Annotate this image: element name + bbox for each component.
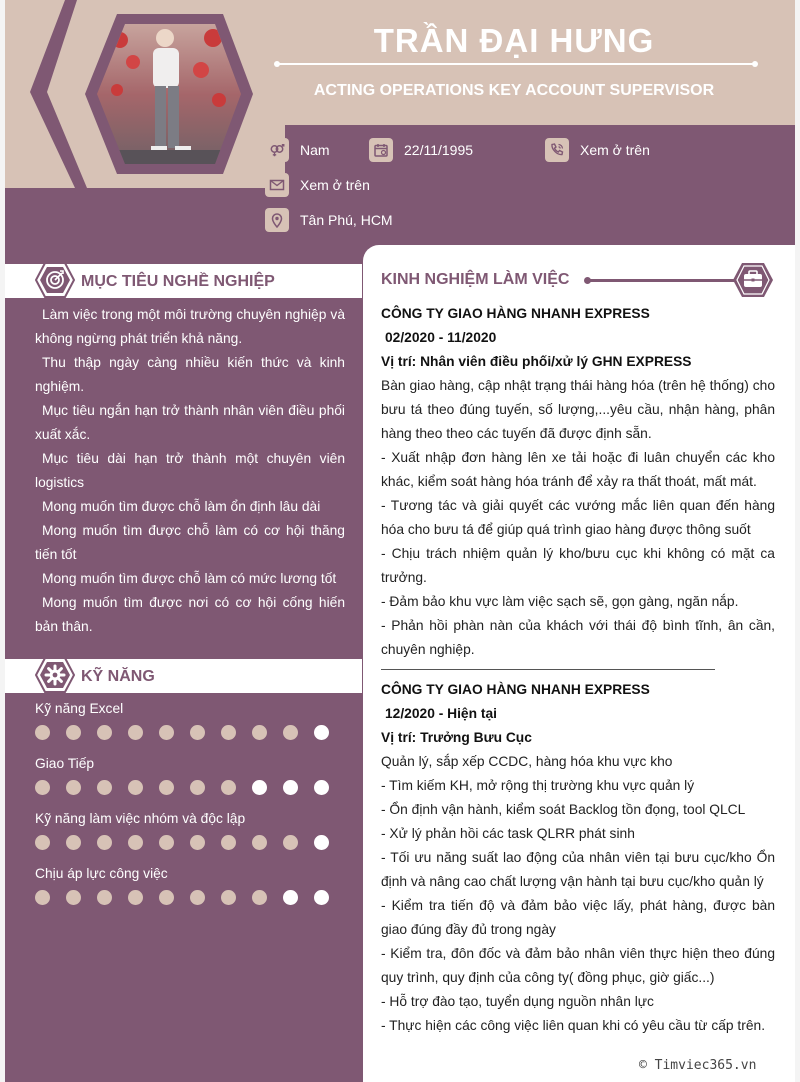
rating-dot-filled — [128, 835, 143, 850]
contact-gender — [265, 138, 330, 162]
rating-dot-empty — [314, 890, 329, 905]
job-duty: Quản lý, sắp xếp CCDC, hàng hóa khu vực kho — [381, 754, 673, 769]
rating-dot-filled — [221, 890, 236, 905]
avatar — [5, 0, 275, 200]
job-period: 12/2020 - Hiện tại — [385, 706, 497, 721]
cv-page — [5, 0, 795, 1082]
rating-dot-empty — [283, 780, 298, 795]
skill-item — [35, 756, 345, 795]
mail-icon — [265, 173, 289, 197]
objective-header — [5, 264, 362, 298]
email-value: Xem ở trên — [300, 177, 370, 193]
rating-dot-filled — [97, 890, 112, 905]
job-duty: Bàn giao hàng, cập nhật trạng thái hàng hóa (trên hệ thống) cho bưu tá theo đúng tuyến, số lượng,...yêu cầu, nhận hàng, phân hàng theo theo các tuyến đã được định sẵn. — [381, 378, 775, 441]
rating-dot-filled — [283, 725, 298, 740]
experience-entry — [381, 678, 775, 1038]
objective-item: Mong muốn tìm được chỗ làm có cơ hội thăng tiến tốt — [35, 523, 345, 562]
rating-dot-empty — [314, 780, 329, 795]
rating-dot-filled — [66, 780, 81, 795]
calendar-icon — [369, 138, 393, 162]
job-duty: - Kiểm tra tiến độ và đảm bảo việc lấy, phát hàng, được bàn giao đúng đầy đủ trong ngày — [381, 898, 775, 937]
job-duty: - Phản hồi phàn nàn của khách với thái độ bình tĩnh, ân cần, chuyên nghiệp. — [381, 618, 775, 657]
rating-dot-filled — [128, 890, 143, 905]
rating-dot-filled — [159, 725, 174, 740]
company-name: CÔNG TY GIAO HÀNG NHANH EXPRESS — [381, 306, 650, 321]
rating-dot-filled — [159, 835, 174, 850]
rating-dot-empty — [252, 780, 267, 795]
skill-rating — [35, 725, 345, 740]
rating-dot-filled — [252, 835, 267, 850]
skill-name: Giao Tiếp — [35, 756, 95, 771]
job-duty: - Ổn định vận hành, kiểm soát Backlog tồn đọng, tool QLCL — [381, 802, 746, 817]
experience-title-line — [587, 279, 737, 282]
skill-name: Kỹ năng làm việc nhóm và độc lập — [35, 811, 246, 826]
rating-dot-filled — [159, 780, 174, 795]
footer-watermark: © Timviec365.vn — [639, 1058, 757, 1073]
rating-dot-filled — [221, 780, 236, 795]
rating-dot-empty — [314, 725, 329, 740]
skill-rating — [35, 780, 345, 795]
rating-dot-filled — [97, 725, 112, 740]
rating-dot-filled — [190, 835, 205, 850]
job-title: ACTING OPERATIONS KEY ACCOUNT SUPERVISOR — [313, 82, 715, 99]
rating-dot-filled — [159, 890, 174, 905]
birthday-value: 22/11/1995 — [404, 142, 474, 158]
objective-item: Mong muốn tìm được nơi có cơ hội cống hiến bản thân. — [35, 595, 345, 634]
rating-dot-filled — [252, 890, 267, 905]
job-duty: - Xuất nhập đơn hàng lên xe tải hoặc đi luân chuyển các kho khác, kiểm soát hàng hóa tránh để xảy ra thất thoát, mất mát. — [381, 450, 775, 489]
rating-dot-filled — [35, 780, 50, 795]
job-duty: - Đảm bảo khu vực làm việc sạch sẽ, gọn gàng, ngăn nắp. — [381, 594, 739, 609]
skill-rating — [35, 890, 345, 905]
skill-rating — [35, 835, 345, 850]
rating-dot-filled — [97, 835, 112, 850]
job-duty: - Tối ưu năng suất lao động của nhân viên tại bưu cục/kho Ổn định và nâng cao chất lượng vận hành tại bưu cục/kho quản lý — [381, 850, 775, 889]
objective-item: Làm việc trong một môi trường chuyên nghiệp và không ngừng phát triển khả năng. — [35, 307, 345, 346]
skills-header — [5, 659, 362, 693]
job-duty: - Tìm kiếm KH, mở rộng thị trường khu vực quản lý — [381, 778, 695, 793]
title-divider — [277, 63, 755, 65]
skill-item — [35, 701, 345, 740]
gender-value: Nam — [300, 142, 330, 158]
rating-dot-filled — [66, 890, 81, 905]
rating-dot-filled — [128, 725, 143, 740]
objective-item: Mong muốn tìm được chỗ làm có mức lương tốt — [42, 571, 337, 586]
rating-dot-filled — [35, 835, 50, 850]
objective-item: Thu thập ngày càng nhiều kiến thức và kinh nghiệm. — [35, 355, 345, 394]
job-duty: - Tương tác và giải quyết các vướng mắc liên quan đến hàng hóa cho bưu tá để giúp quá trình giao hàng được thông suốt — [381, 498, 775, 537]
rating-dot-filled — [35, 725, 50, 740]
rating-dot-filled — [252, 725, 267, 740]
objective-title: MỤC TIÊU NGHỀ NGHIỆP — [81, 273, 275, 290]
experience-divider — [381, 669, 715, 670]
job-role: Vị trí: Trưởng Bưu Cục — [381, 730, 532, 745]
job-duty: - Thực hiện các công việc liên quan khi có yêu cầu từ cấp trên. — [381, 1018, 766, 1033]
candidate-name: TRẦN ĐẠI HƯNG — [373, 22, 655, 59]
company-name: CÔNG TY GIAO HÀNG NHANH EXPRESS — [381, 682, 650, 697]
rating-dot-filled — [283, 835, 298, 850]
phone-value: Xem ở trên — [580, 142, 650, 158]
contact-address — [265, 208, 393, 232]
rating-dot-filled — [221, 835, 236, 850]
rating-dot-filled — [128, 780, 143, 795]
skill-item — [35, 811, 345, 850]
contact-birthday — [369, 138, 473, 162]
job-period: 02/2020 - 11/2020 — [385, 330, 497, 345]
objective-item: Mục tiêu ngắn hạn trở thành nhân viên điều phối xuất xắc. — [35, 403, 345, 442]
rating-dot-filled — [190, 890, 205, 905]
contact-email — [265, 173, 370, 197]
job-role: Vị trí: Nhân viên điều phối/xử lý GHN EXPRESS — [381, 354, 692, 369]
experience-title: KINH NGHIỆM LÀM VIỆC — [381, 271, 570, 288]
skill-name: Kỹ năng Excel — [35, 701, 124, 716]
objective-list — [35, 303, 345, 639]
job-duty: - Xử lý phản hồi các task QLRR phát sinh — [381, 826, 635, 841]
gender-icon — [265, 138, 289, 162]
skill-item — [35, 866, 345, 905]
job-duty: - Chịu trách nhiệm quản lý kho/bưu cục khi không có mặt ca trưởng. — [381, 546, 775, 585]
rating-dot-filled — [66, 835, 81, 850]
rating-dot-filled — [190, 725, 205, 740]
gear-icon — [35, 656, 75, 694]
job-duty: - Kiểm tra, đôn đốc và đảm bảo nhân viên thực hiện theo đúng quy trình, quy định của công ty( đồng phục, giờ giấc...) — [381, 946, 775, 985]
rating-dot-filled — [97, 780, 112, 795]
phone-icon — [545, 138, 569, 162]
target-icon — [35, 261, 75, 299]
location-pin-icon — [265, 208, 289, 232]
rating-dot-filled — [66, 725, 81, 740]
rating-dot-filled — [35, 890, 50, 905]
briefcase-icon — [732, 262, 774, 298]
rating-dot-empty — [283, 890, 298, 905]
objective-item: Mục tiêu dài hạn trở thành một chuyên viên logistics — [35, 451, 345, 490]
contact-phone — [545, 138, 650, 162]
skill-name: Chịu áp lực công việc — [35, 866, 168, 881]
job-duty: - Hỗ trợ đào tạo, tuyển dụng nguồn nhân lực — [381, 994, 654, 1009]
rating-dot-filled — [221, 725, 236, 740]
objective-item: Mong muốn tìm được chỗ làm ổn định lâu dài — [42, 499, 321, 514]
rating-dot-empty — [314, 835, 329, 850]
skills-title: KỸ NĂNG — [81, 668, 155, 685]
experience-entry — [381, 302, 775, 662]
rating-dot-filled — [190, 780, 205, 795]
address-value: Tân Phú, HCM — [300, 212, 393, 228]
